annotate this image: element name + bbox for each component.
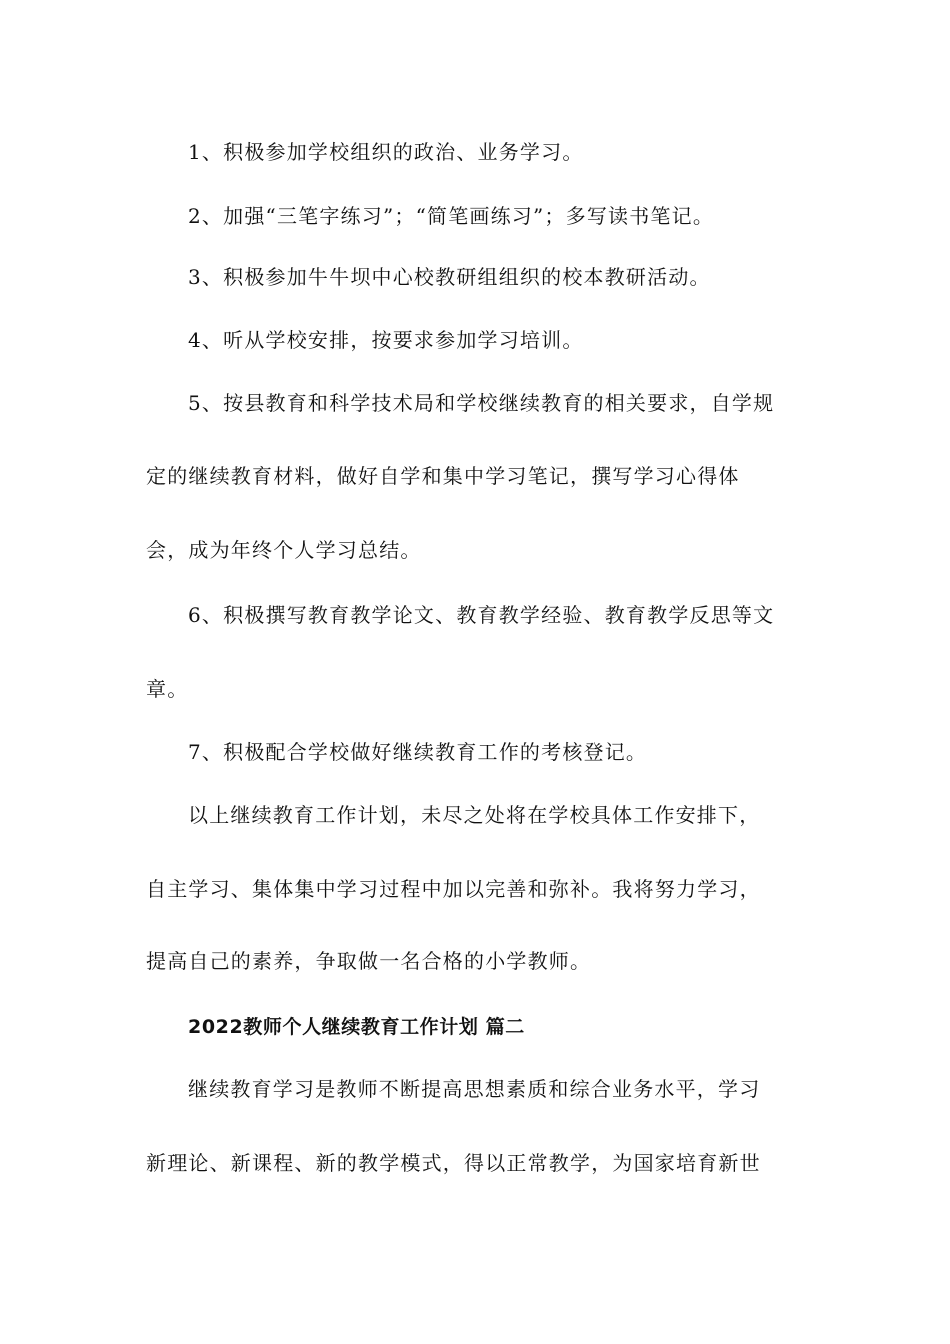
list-item-3: 3、积极参加牛牛坝中心校教研组组织的校本教研活动。 xyxy=(188,265,711,289)
list-item-5-line-2: 定的继续教育材料，做好自学和集中学习笔记，撰写学习心得体 xyxy=(146,464,740,488)
paragraph-2-line-2: 新理论、新课程、新的教学模式，得以正常教学，为国家培育新世 xyxy=(146,1151,761,1175)
list-item-6-line-2: 章。 xyxy=(146,677,189,701)
paragraph-line-2: 自主学习、集体集中学习过程中加以完善和弥补。我将努力学习， xyxy=(146,877,761,901)
paragraph-2-line-1: 继续教育学习是教师不断提高思想素质和综合业务水平，学习 xyxy=(188,1077,761,1101)
section-heading: 2022教师个人继续教育工作计划 篇二 xyxy=(188,1016,525,1038)
list-item-6-line-1: 6、积极撰写教育教学论文、教育教学经验、教育教学反思等文 xyxy=(188,603,775,627)
list-item-7: 7、积极配合学校做好继续教育工作的考核登记。 xyxy=(188,740,648,764)
paragraph-line-1: 以上继续教育工作计划，未尽之处将在学校具体工作安排下， xyxy=(188,803,761,827)
list-item-2: 2、加强“三笔字练习”；“简笔画练习”；多写读书笔记。 xyxy=(188,204,715,228)
list-item-1: 1、积极参加学校组织的政治、业务学习。 xyxy=(188,140,584,164)
paragraph-line-3: 提高自己的素养，争取做一名合格的小学教师。 xyxy=(146,949,592,973)
list-item-5-line-1: 5、按县教育和科学技术局和学校继续教育的相关要求，自学规 xyxy=(188,391,775,415)
list-item-5-line-3: 会，成为年终个人学习总结。 xyxy=(146,538,422,562)
list-item-4: 4、听从学校安排，按要求参加学习培训。 xyxy=(188,328,584,352)
